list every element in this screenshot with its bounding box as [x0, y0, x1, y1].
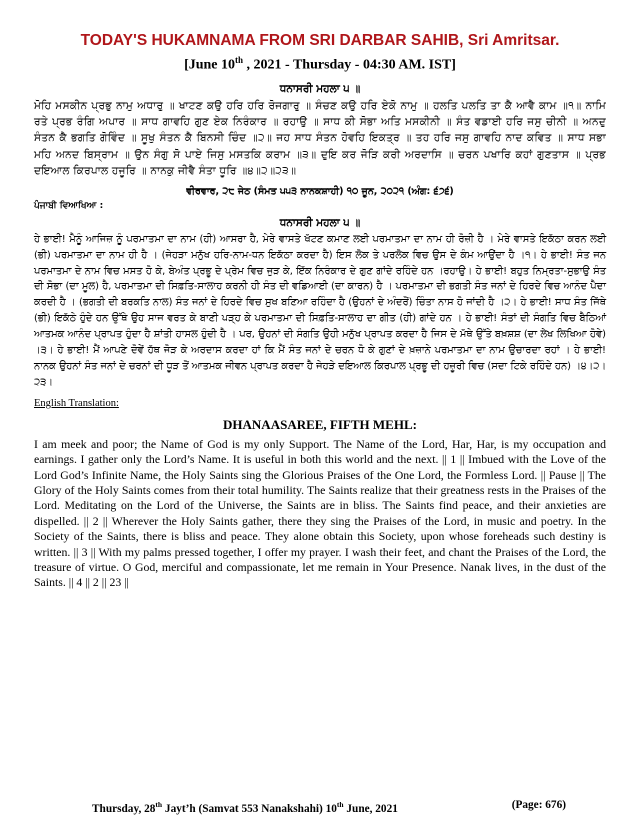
gurbani-heading: ਧਨਾਸਰੀ ਮਹਲਾ ੫ ॥	[279, 82, 361, 95]
footer	[92, 798, 606, 816]
footer-month-year: June, 2021	[343, 802, 398, 815]
footer-day: Thursday, 28	[92, 802, 156, 815]
punjabi-explanation: ਹੇ ਭਾਈ! ਮੈਨੂੰ ਆਜਿਜ਼ ਨੂੰ ਪਰਮਾਤਮਾ ਦਾ ਨਾਮ (ਹੀ) ਆਸਰਾ ਹੈ, ਮੇਰੇ ਵਾਸਤੇ ਖੱਟਣ ਕਮਾਣ ਲਈ ਪਰਮਾਤਮਾ ਦਾ ਨਾਮ ਹੀ ਰੋਜ਼ੀ ਹੈ । ਮੇਰੇ ਵਾਸਤੇ ਇਕੱਠਾ ਕਰਨ ਲਈ (ਭੀ) ਪਰਮਾਤਮਾ ਦਾ ਨਾਮ ਹੀ ਹੈ । (ਜੇਹੜਾ ਮਨੁੱਖ ਹਰਿ-ਨਾਮ-ਧਨ ਇਕੱਠਾ ਕਰਦਾ ਹੈ) ਇਸ ਲੋਕ ਤੇ ਪਰਲੋਕ ਵਿਚ ਉਸ ਦੇ ਕੰਮ ਆਉਂਦਾ ਹੈ ।੧। ਹੇ ਭਾਈ! ਸੰਤ ਜਨ ਪਰਮਾਤਮਾ ਦੇ ਨਾਮ ਵਿਚ ਮਸਤ ਹੋ ਕੇ, ਬੇਅੰਤ ਪ੍ਰਭੂ ਦੇ ਪ੍ਰੇਮ ਵਿਚ ਜੁੜ ਕੇ, ਇੱਕ ਨਿਰੰਕਾਰ ਦੇ ਗੁਣ ਗਾਂਦੇ ਰਹਿੰਦੇ ਹਨ ।ਰਹਾਉ। ਹੇ ਭਾਈ! ਬਹੁਤ ਨਿਮ੍ਰਤਾ-ਸੁਭਾਉ ਸੰਤ ਦੀ ਸੋਭਾ (ਦਾ ਮੂਲ) ਹੈ, ਪਰਮਾਤਮਾ ਦੀ ਸਿਫ਼ਤਿ-ਸਾਲਾਹ ਕਰਨੀ ਹੀ ਸੰਤ ਦੀ ਵਡਿਆਈ (ਦਾ ਕਾਰਨ) ਹੈ । ਪਰਮਾਤਮਾ ਦੀ ਭਗਤੀ ਸੰਤ ਜਨਾਂ ਦੇ ਹਿਰਦੇ ਵਿਚ ਆਨੰਦ ਪੈਦਾ ਕਰਦੀ ਹੈ । (ਭਗਤੀ ਦੀ ਬਰਕਤਿ ਨਾਲ) ਸੰਤ ਜਨਾਂ ਦੇ ਹਿਰਦੇ ਵਿਚ ਸੁਖ ਬਣਿਆ ਰਹਿੰਦਾ ਹੈ (ਉਹਨਾਂ ਦੇ ਅੰਦਰੋਂ) ਚਿੰਤਾ ਨਾਸ ਹੋ ਜਾਂਦੀ ਹੈ ।੨। ਹੇ ਭਾਈ! ਸਾਧ ਸੰਤ ਜਿੱਥੇ (ਭੀ) ਇਕੱਠੇ ਹੁੰਦੇ ਹਨ ਉੱਥੇ ਉਹ ਸਾਜ ਵਰਤ ਕੇ ਬਾਣੀ ਪੜ੍ਹ ਕੇ ਪਰਮਾਤਮਾ ਦੀ ਸਿਫ਼ਤਿ-ਸਾਲਾਹ ਦਾ ਗੀਤ (ਹੀ) ਗਾਂਦੇ ਹਨ । ਹੇ ਭਾਈ! ਸੰਤਾਂ ਦੀ ਸੰਗਤਿ ਵਿਚ ਬੈਠਿਆਂ ਆਤਮਕ ਆਨੰਦ ਪ੍ਰਾਪਤ ਹੁੰਦਾ ਹੈ ਸ਼ਾਂਤੀ ਹਾਸਲ ਹੁੰਦੀ ਹੈ । ਪਰ, ਉਹਨਾਂ ਦੀ ਸੰਗਤਿ ਉਹੀ ਮਨੁੱਖ ਪ੍ਰਾਪਤ ਕਰਦਾ ਹੈ ਜਿਸ ਦੇ ਮੱਥੇ ਉੱਤੇ ਬਖ਼ਸ਼ਸ਼ (ਦਾ ਲੇਖ ਲਿਖਿਆ ਹੋਵੇ) ।੩। ਹੇ ਭਾਈ! ਮੈਂ ਆਪਣੇ ਦੋਵੇਂ ਹੱਥ ਜੋੜ ਕੇ ਅਰਦਾਸ ਕਰਦਾ ਹਾਂ ਕਿ ਮੈਂ ਸੰਤ ਜਨਾਂ ਦੇ ਚਰਨ ਧੋ ਕੇ ਗੁਣਾਂ ਦੇ ਖ਼ਜ਼ਾਨੇ ਪਰਮਾਤਮਾ ਦਾ ਨਾਮ ਉਚਾਰਦਾ ਰਹਾਂ । ਹੇ ਭਾਈ! ਨਾਨਕ ਉਹਨਾਂ ਸੰਤ ਜਨਾਂ ਦੇ ਚਰਨਾਂ ਦੀ ਧੂੜ ਤੋਂ ਆਤਮਕ ਜੀਵਨ ਪ੍ਰਾਪਤ ਕਰਦਾ ਹੈ ਜੇਹੜੇ ਦਇਆਲ ਕਿਰਪਾਲ ਪ੍ਰਭੂ ਦੀ ਹਜ਼ੂਰੀ ਵਿਚ (ਸਦਾ ਟਿਕੇ ਰਹਿੰਦੇ ਹਨ) ।੪।੨।੨੩।	[34, 233, 606, 388]
english-label: English Translation:	[34, 397, 119, 409]
footer-samvat: Jayt’h (Samvat 553 Nanakshahi) 10	[162, 802, 337, 815]
page-title: TODAY'S HUKAMNAMA FROM SRI DARBAR SAHIB, Sri Amritsar.	[80, 32, 560, 49]
punjabi-dateline: ਵੀਰਵਾਰ, ੨੮ ਜੇਠ (ਸੰਮਤ ੫੫੩ ਨਾਨਕਸ਼ਾਹੀ) ੧੦ ਜੂਨ, ੨੦੨੧ (ਅੰਗ: ੬੭੬)	[186, 185, 454, 197]
footer-date	[92, 800, 398, 815]
date-text: [June 10	[184, 57, 236, 73]
date-suffix: th	[235, 55, 244, 65]
english-heading: DHANAASAREE, FIFTH MEHL:	[223, 416, 417, 432]
punjabi-heading: ਧਨਾਸਰੀ ਮਹਲਾ ੫ ॥	[279, 216, 361, 229]
date-time-text: , 2021 - Thursday - 04:30 AM. IST]	[243, 57, 456, 73]
date-subtitle	[34, 51, 606, 75]
english-translation: I am meek and poor; the Name of God is my only Support. The Name of the Lord, Har, Har, is my occupation and earnings. I gather only the Lord’s Name. It is useful in both this world and the next. || 1 || Imbued with the Love of the Lord God’s Infinite Name, the Holy Saints sing the Glorious Praises of the One Lord, the Formless Lord. || Pause || The Glory of the Holy Saints comes from their total humility. The Saints realize that their greatness rests in the Praises of the Lord. Meditating on the Lord of the Universe, the Saints are in bliss. The Saints find peace, and their anxieties are dispelled. || 2 || Wherever the Holy Saints gather, there they sing the Praises of the Lord, in music and poetry. In the Society of the Saints, there is bliss and peace. They alone obtain this Society, upon whose foreheads such destiny is written. || 3 || With my palms pressed together, I offer my prayer. I wash their feet, and chant the Praises of the Lord, the treasure of virtue. O God, merciful and compassionate, let me remain in Your Presence. Nanak lives, in the dust of the Saints. || 4 || 2 || 23 ||	[34, 436, 606, 590]
footer-sup-1: th	[155, 800, 163, 809]
punjabi-label: ਪੰਜਾਬੀ ਵਿਆਖਿਆ :	[34, 200, 104, 211]
footer-sup-2: th	[336, 800, 344, 809]
page-number: (Page: 676)	[511, 799, 566, 811]
gurbani-text: ਮੋਹਿ ਮਸਕੀਨ ਪ੍ਰਭੁ ਨਾਮੁ ਅਧਾਰੁ ॥ ਖਾਟਣ ਕਉ ਹਰਿ ਹਰਿ ਰੋਜਗਾਰੁ ॥ ਸੰਚਣ ਕਉ ਹਰਿ ਏਕੋ ਨਾਮੁ ॥ ਹਲਤਿ ਪਲਤਿ ਤਾ ਕੈ ਆਵੈ ਕਾਮ ॥੧॥ ਨਾਮਿ ਰਤੇ ਪ੍ਰਭ ਰੰਗਿ ਅਪਾਰ ॥ ਸਾਧ ਗਾਵਹਿ ਗੁਣ ਏਕ ਨਿਰੰਕਾਰ ॥ ਰਹਾਉ ॥ ਸਾਧ ਕੀ ਸੋਭਾ ਅਤਿ ਮਸਕੀਨੀ ॥ ਸੰਤ ਵਡਾਈ ਹਰਿ ਜਸੁ ਚੀਨੀ ॥ ਅਨਦੁ ਸੰਤਨ ਕੈ ਭਗਤਿ ਗੋਵਿੰਦ ॥ ਸੂਖੁ ਸੰਤਨ ਕੈ ਬਿਨਸੀ ਚਿੰਦ ॥੨॥ ਜਹ ਸਾਧ ਸੰਤਨ ਹੋਵਹਿ ਇਕਤ੍ਰ ॥ ਤਹ ਹਰਿ ਜਸੁ ਗਾਵਹਿ ਨਾਦ ਕਵਿਤ ॥ ਸਾਧ ਸਭਾ ਮਹਿ ਅਨਦ ਬਿਸ੍ਰਾਮ ॥ ਉਨ ਸੰਗੁ ਸੋ ਪਾਏ ਜਿਸੁ ਮਸਤਕਿ ਕਰਾਮ ॥੩॥ ਦੁਇ ਕਰ ਜੋੜਿ ਕਰੀ ਅਰਦਾਸਿ ॥ ਚਰਨ ਪਖਾਰਿ ਕਹਾਂ ਗੁਣਤਾਸ ॥ ਪ੍ਰਭ ਦਇਆਲ ਕਿਰਪਾਲ ਹਜੂਰਿ ॥ ਨਾਨਕੁ ਜੀਵੈ ਸੰਤਾ ਧੂਰਿ ॥੪॥੨॥੨੩॥	[34, 99, 606, 178]
